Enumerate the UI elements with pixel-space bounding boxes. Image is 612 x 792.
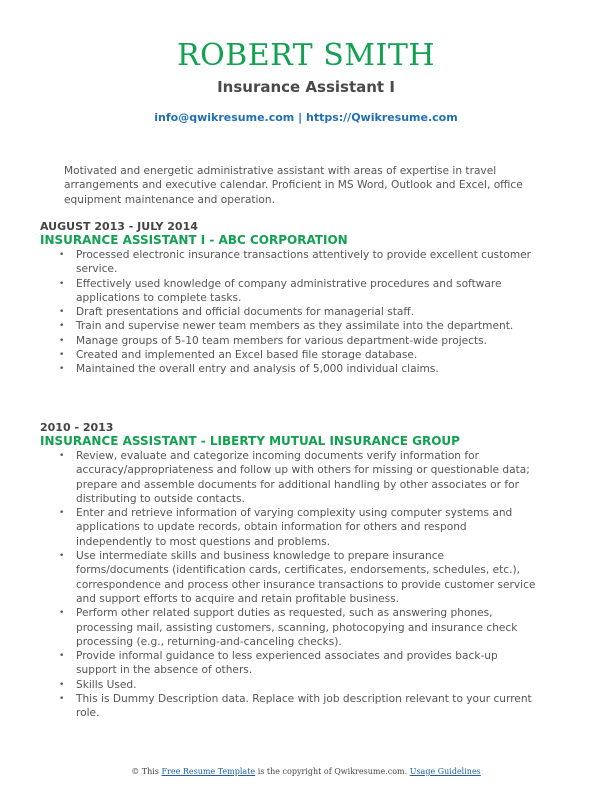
list-item: • Skills Used. [76,678,540,692]
summary: Motivated and energetic administrative assistant with areas of expertise in travel arrangements and executive calendar. Proficient in MS Word, Outlook and Excel, office equipment maintenance and operation. [64,165,523,206]
list-item: • Perform other related support duties as requested, such as answering phones, processing mail, assisting customers, scanning, photocopying and insurance check processing (e.g., returning-and-canceling checks). [76,606,540,649]
separator: | [298,111,303,124]
job-bullets [40,449,540,721]
list-item: • Effectively used knowledge of company administrative procedures and software applications to complete tasks. [76,277,540,306]
list-item: • Manage groups of 5-10 team members for various department-wide projects. [76,334,540,348]
contact-line [0,111,612,124]
job-role: INSURANCE ASSISTANT - LIBERTY MUTUAL INSURANCE GROUP [40,434,460,448]
footer-middle: is the copyright of Qwikresume.com. [257,767,408,776]
job-dates: 2010 - 2013 [40,421,114,434]
website-link[interactable]: https://Qwikresume.com [305,111,458,124]
list-item: • Maintained the overall entry and analysis of 5,000 individual claims. [76,362,540,376]
footer-prefix: © This [131,767,159,776]
list-item: • Train and supervise newer team members as they assimilate into the department. [76,319,540,333]
job-bullets [40,248,540,377]
list-item: • Enter and retrieve information of varying complexity using computer systems and applications to update records, obtain information for others and respond independently to most questions and problems. [76,506,540,549]
job-title: Insurance Assistant I [217,78,395,96]
candidate-name: ROBERT SMITH [176,38,436,73]
usage-guidelines-link[interactable]: Usage Guidelines [409,767,481,776]
list-item: • Draft presentations and official documents for managerial staff. [76,305,540,319]
list-item: • Use intermediate skills and business knowledge to prepare insurance forms/documents (identification cards, certificates, endorsements, schedules, etc.), correspondence and process other insurance transactions to provide customer service and support efforts to acquire and retain profitable business. [76,549,540,606]
job-entry [40,220,540,377]
free-resume-template-link[interactable]: Free Resume Template [161,767,256,776]
job-entry [40,421,540,721]
footer [0,767,612,776]
list-item: • Review, evaluate and categorize incoming documents verify information for accuracy/appropriateness and follow up with others for missing or questionable data; prepare and assemble documents for additional handling by other associates or for distributing to outside contacts. [76,449,540,506]
list-item: • Created and implemented an Excel based file storage database. [76,348,540,362]
job-role: INSURANCE ASSISTANT I - ABC CORPORATION [40,233,348,247]
list-item: • This is Dummy Description data. Replace with job description relevant to your current role. [76,692,540,721]
job-dates: AUGUST 2013 - JULY 2014 [40,220,198,233]
list-item: • Provide informal guidance to less experienced associates and provides back-up support in the absence of others. [76,649,540,678]
email-link[interactable]: info@qwikresume.com [154,111,295,124]
list-item: • Processed electronic insurance transactions attentively to provide excellent customer service. [76,248,540,277]
